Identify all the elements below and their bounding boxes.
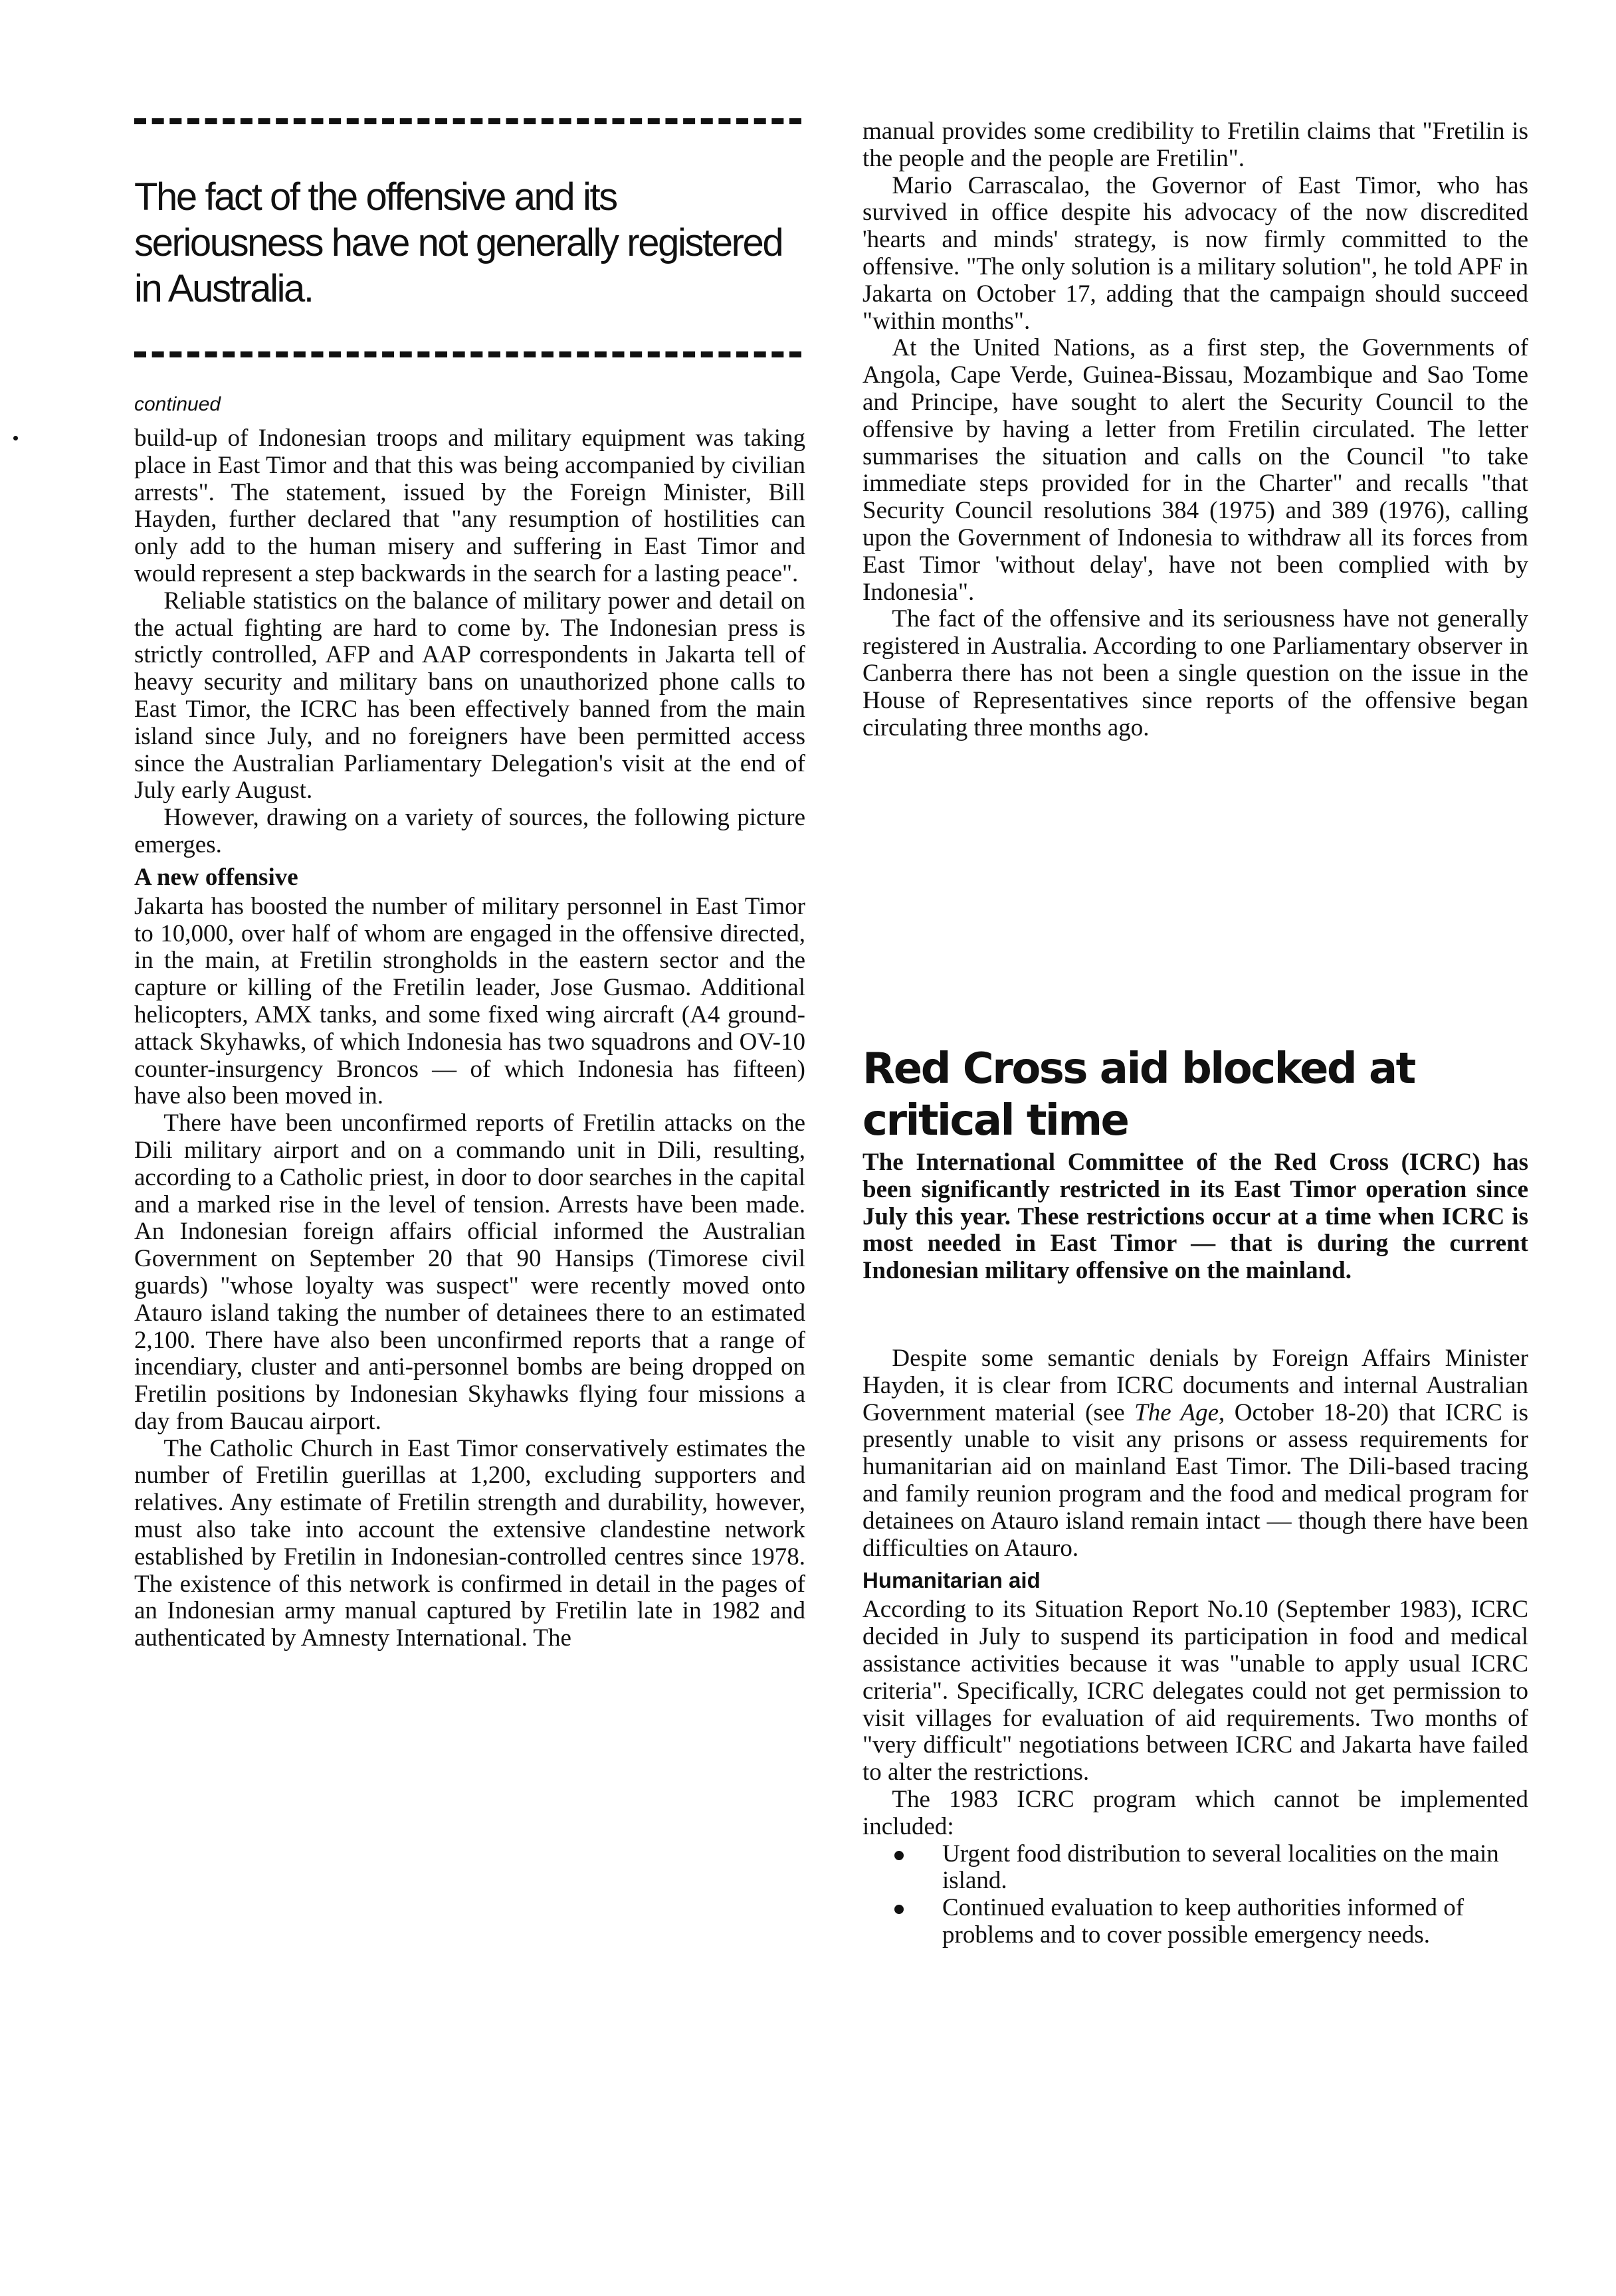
article-standfirst: The International Committee of the Red Cross (ICRC) has been significantly restricted in its East Timor operation since July this year. These restrictions occur at a time when ICRC is most needed in East Timor — that is during the current Indonesian military offensive on the mainland. xyxy=(862,1149,1528,1285)
paragraph: The 1983 ICRC program which cannot be implemented included: xyxy=(862,1785,1528,1840)
article-headline: Red Cross aid blocked at critical time xyxy=(862,1044,1415,1145)
paragraph: manual provides some credibility to Fretilin claims that "Fretilin is the people and the people are Fretilin". xyxy=(862,118,1528,172)
paragraph: build-up of Indonesian troops and military equipment was taking place in East Timor and that this was being accompanied by civilian arrests". The statement, issued by the Foreign Minister, Bill Hayden, further declared that "any resumption of hostilities can only add to the human misery and suffering in East Timor and would represent a step backwards in the search for a lasting peace". xyxy=(134,425,805,587)
subheading-new-offensive: A new offensive xyxy=(134,863,298,891)
pull-quote-top-rule xyxy=(134,118,801,124)
right-column-text xyxy=(862,118,1528,741)
subheading-humanitarian-aid: Humanitarian aid xyxy=(862,1568,1041,1593)
paragraph: According to its Situation Report No.10 (September 1983), ICRC decided in July to suspend its participation in food and medical assistance activities because it was "unable to apply usual ICRC criteria". Specifically, ICRC delegates could not get permission to visit villages for evaluation of aid requirements. Two months of "very difficult" negotiations between ICRC and Jakarta have failed to alter the restrictions. xyxy=(862,1596,1528,1786)
bullet-icon xyxy=(894,1905,904,1914)
pull-quote-bottom-rule xyxy=(134,351,801,357)
paragraph: The Catholic Church in East Timor conservatively estimates the number of Fretilin guerillas at 1,200, excluding supporters and relatives. Any estimate of Fretilin strength and durability, however, must also take into account the extensive clandestine network established by Fretilin in Indonesian-controlled centres since 1978. The existence of this network is confirmed in detail in the pages of an Indonesian army manual captured by Fretilin late in 1982 and authenticated by Amnesty International. The xyxy=(134,1434,805,1652)
paragraph: However, drawing on a variety of sources, the following picture emerges. xyxy=(134,804,805,858)
paragraph: The fact of the offensive and its seriousness have not generally registered in Australia. According to one Parliamentary observer in Canberra there has not been a single question on the issue in the House of Representatives since reports of the offensive began circulating three months ago. xyxy=(862,605,1528,741)
list-item: Urgent food distribution to several localities on the main island. xyxy=(862,1841,1528,1895)
list-item: Continued evaluation to keep authorities informed of problems and to cover possible emergency needs. xyxy=(862,1895,1528,1949)
paragraph: There have been unconfirmed reports of Fretilin attacks on the Dili military airport and on a commando unit in Dili, resulting, according to a Catholic priest, in door to door searches in the capital and a marked rise in the level of tension. Arrests have been made. An Indonesian foreign affairs official informed the Australian Government on September 20 that 90 Hansips (Timorese civil guards) "whose loyalty was suspect" were recently moved onto Atauro island taking the number of detainees there to an estimated 2,100. There have also been unconfirmed reports that a range of incendiary, cluster and anti-personnel bombs are being dropped on Fretilin positions by Indonesian Skyhawks flying four missions a day from Baucau airport. xyxy=(134,1109,805,1435)
program-list xyxy=(862,1841,1528,1949)
article-body xyxy=(862,1345,1528,1949)
paragraph: Despite some semantic denials by Foreign Affairs Minister Hayden, it is clear from ICRC documents and internal Australian Government material (see The Age, October 18-20) that ICRC is presently unable to visit any prisons or assess requirements for humanitarian aid on mainland East Timor. The Dili-based tracing and family reunion program and the food and medical program for detainees on Atauro island remain intact — though there have been difficulties on Atauro. xyxy=(862,1345,1529,1562)
paragraph: Jakarta has boosted the number of military personnel in East Timor to 10,000, over half of whom are engaged in the offensive directed, in the main, at Fretilin strongholds in the eastern sector and the capture or killing of the Fretilin leader, Jose Gusmao. Additional helicopters, AMX tanks, and some fixed wing aircraft (A4 ground-attack Skyhawks, of which Indonesia has two squadrons and OV-10 counter-insurgency Broncos — of which Indonesia has fifteen) have also been moved in. xyxy=(134,892,805,1110)
pull-quote: The fact of the offensive and its seriousness have not generally registered in Australia. xyxy=(134,175,783,310)
left-column-text xyxy=(134,425,805,1652)
paragraph: At the United Nations, as a first step, the Governments of Angola, Cape Verde, Guinea-Bissau, Mozambique and Sao Tome and Principe, have sought to alert the Security Council to the offensive by having a letter from Fretilin circulated. The letter summarises the situation and calls on the Council "to take immediate steps provided for in the Charter" and recalls "that Security Council resolutions 384 (1975) and 389 (1976), calling upon the Government of Indonesia to withdraw all its forces from East Timor 'without delay', have not been complied with by Indonesia". xyxy=(862,334,1528,606)
paragraph: Mario Carrascalao, the Governor of East Timor, who has survived in office despite his advocacy of the now discredited 'hearts and minds' strategy, is now firmly committed to the offensive. "The only solution is a military solution", he told APF in Jakarta on October 17, adding that the campaign should succeed "within months". xyxy=(862,171,1528,335)
continued-label: continued xyxy=(134,393,221,415)
paragraph: Reliable statistics on the balance of military power and detail on the actual fighting are hard to come by. The Indonesian press is strictly controlled, AFP and AAP correspondents in Jakarta tell of heavy security and military bans on unauthorized phone calls to East Timor, the ICRC has been effectively banned from the main island since July, and no foreigners have been permitted access since the Australian Parliamentary Delegation's visit at the end of July early August. xyxy=(134,587,805,805)
publication-title: The Age xyxy=(1134,1398,1219,1426)
margin-dot xyxy=(13,436,18,440)
bullet-icon xyxy=(894,1851,904,1860)
